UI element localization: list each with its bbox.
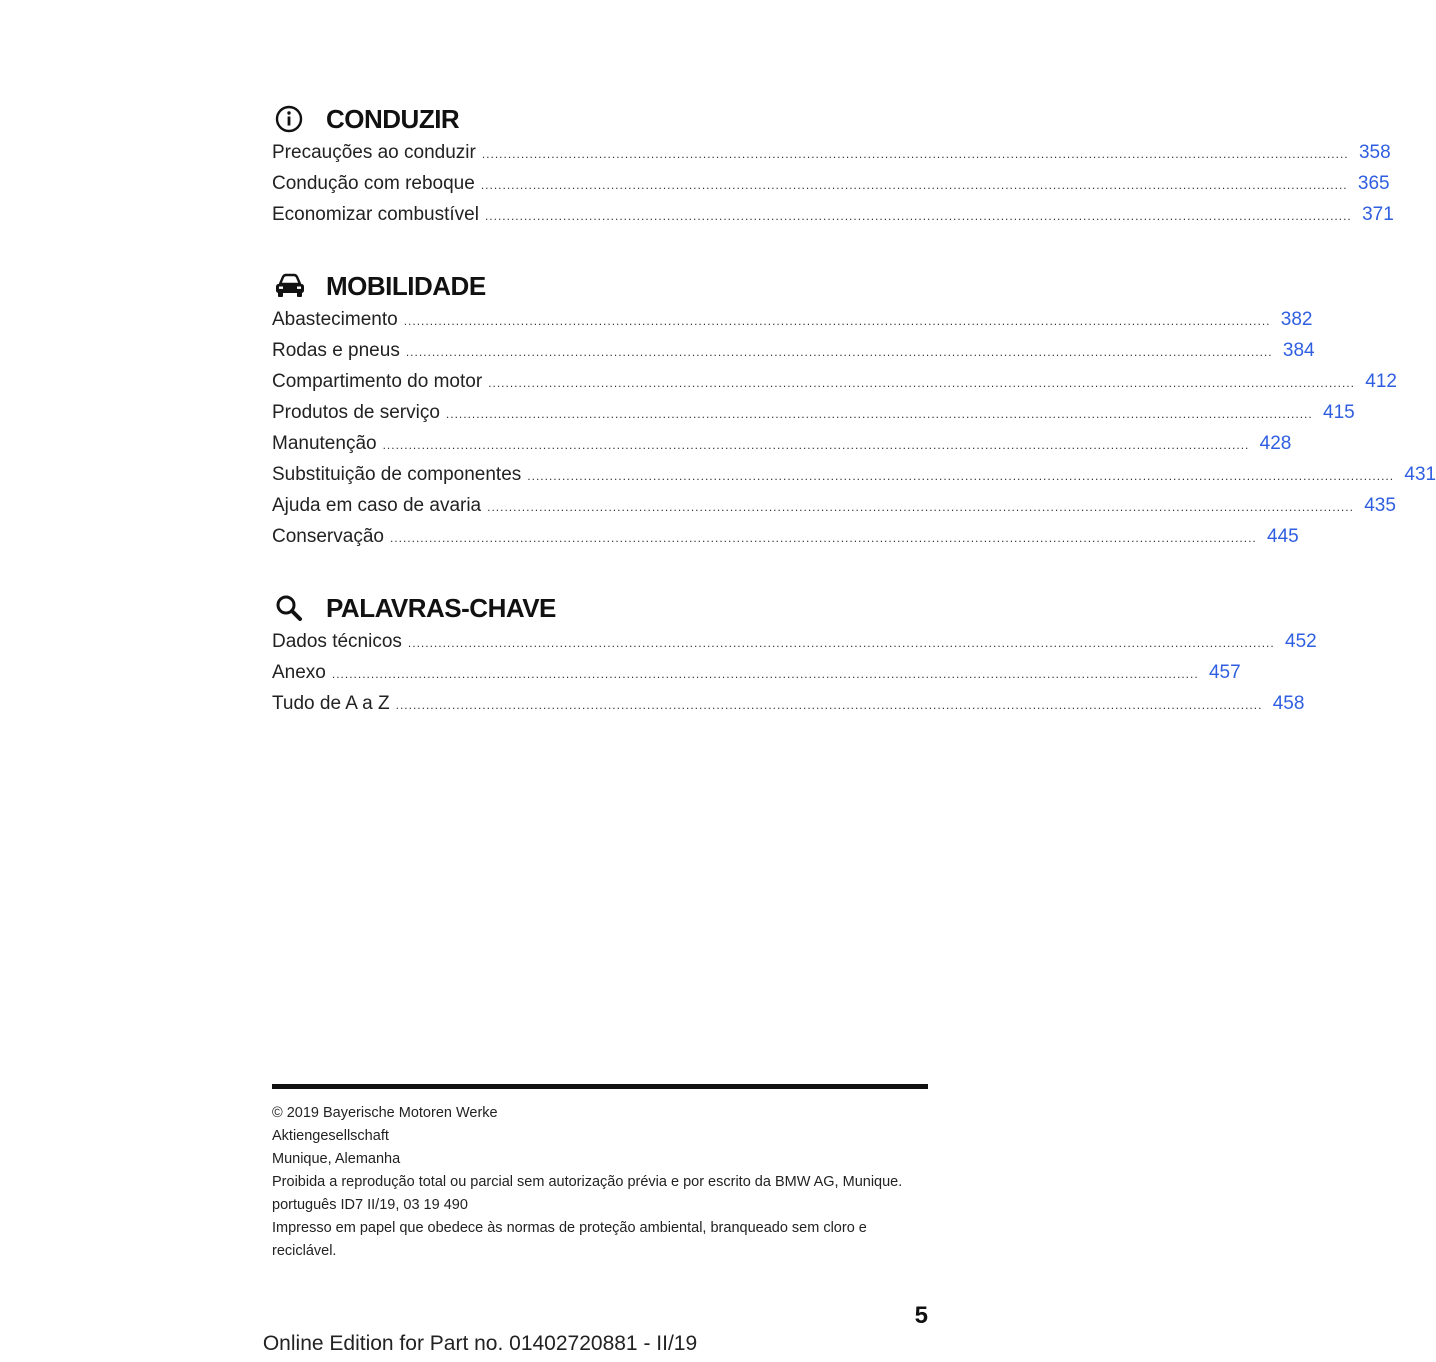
toc-entry-page[interactable]: 365 — [1357, 173, 1390, 194]
toc-entry-page[interactable]: 371 — [1362, 204, 1394, 225]
imprint-line: © 2019 Bayerische Motoren Werke — [272, 1105, 498, 1121]
toc-entry-page[interactable]: 452 — [1285, 631, 1317, 652]
imprint-line: Munique, Alemanha — [272, 1151, 401, 1167]
toc-entry[interactable] — [272, 693, 1305, 724]
section-header — [272, 585, 928, 631]
toc-entry[interactable] — [272, 402, 1355, 433]
section-header — [272, 96, 928, 142]
toc-entry-page[interactable]: 384 — [1282, 340, 1315, 361]
imprint-line: português ID7 II/19, 03 19 490 — [272, 1197, 468, 1213]
info-icon — [272, 99, 314, 139]
search-icon — [272, 588, 314, 628]
toc-entry-label[interactable]: Ajuda em caso de avaria — [272, 495, 482, 516]
toc-entry[interactable] — [272, 309, 1313, 340]
imprint-line: Aktiengesellschaft — [272, 1128, 389, 1144]
toc-entry[interactable] — [272, 204, 1394, 235]
online-edition-footer: Online Edition for Part no. 01402720881 - II/19 — [262, 1332, 698, 1355]
toc-entry-label[interactable]: Rodas e pneus — [272, 340, 400, 361]
dot-leader: ........................................................................................................................................................................................................ — [488, 376, 1355, 390]
toc-entry-page[interactable]: 415 — [1323, 402, 1355, 423]
car-icon — [272, 266, 314, 306]
toc-entry-label[interactable]: Abastecimento — [272, 309, 398, 330]
dot-leader: ........................................................................................................................................................................................................ — [389, 531, 1257, 545]
toc-entry[interactable] — [272, 631, 1317, 662]
page-number: 5 — [914, 1302, 928, 1329]
toc-entry-label[interactable]: Conservação — [272, 526, 384, 547]
dot-leader: ........................................................................................................................................................................................................ — [487, 500, 1354, 514]
toc-section-palavras-chave — [272, 585, 1317, 724]
toc-entry-page[interactable]: 445 — [1267, 526, 1299, 547]
toc-entry-page[interactable]: 382 — [1280, 309, 1313, 330]
toc-entry-label[interactable]: Produtos de serviço — [272, 402, 440, 423]
section-title: CONDUZIR — [326, 103, 460, 134]
dot-leader: ........................................................................................................................................................................................................ — [484, 209, 1352, 223]
dot-leader: ........................................................................................................................................................................................................ — [405, 345, 1273, 359]
toc-entry-page[interactable]: 358 — [1358, 142, 1391, 163]
dot-leader: ........................................................................................................................................................................................................ — [331, 667, 1199, 681]
toc-entry-page[interactable]: 435 — [1364, 495, 1396, 516]
imprint-line: Impresso em papel que obedece às normas de proteção ambiental, branqueado sem cloro e reciclável. — [272, 1220, 867, 1259]
toc-section-mobilidade — [272, 263, 1436, 557]
toc-entry-label[interactable]: Tudo de A a Z — [272, 693, 390, 714]
dot-leader: ........................................................................................................................................................................................................ — [407, 636, 1275, 650]
footer-divider — [272, 1084, 928, 1089]
toc-entry[interactable] — [272, 464, 1436, 495]
dot-leader: ........................................................................................................................................................................................................ — [480, 178, 1348, 192]
toc-entry[interactable] — [272, 526, 1299, 557]
toc-entry-label[interactable]: Anexo — [272, 662, 326, 683]
toc-entry[interactable] — [272, 495, 1396, 526]
toc-entry[interactable] — [272, 433, 1292, 464]
toc-entry-page[interactable]: 428 — [1259, 433, 1292, 454]
toc-entry[interactable] — [272, 340, 1315, 371]
section-title: PALAVRAS-CHAVE — [326, 592, 556, 623]
toc-entry[interactable] — [272, 662, 1241, 693]
dot-leader: ........................................................................................................................................................................................................ — [445, 407, 1313, 421]
toc-entry-page[interactable]: 457 — [1208, 662, 1241, 683]
section-title: MOBILIDADE — [326, 270, 486, 301]
toc-entry-label[interactable]: Substituição de componentes — [272, 464, 522, 485]
toc-entry-label[interactable]: Manutenção — [272, 433, 377, 454]
section-header — [272, 263, 928, 309]
toc-entry-label[interactable]: Economizar combustível — [272, 204, 479, 225]
dot-leader: ........................................................................................................................................................................................................ — [481, 147, 1349, 161]
imprint-line: Proibida a reprodução total ou parcial sem autorização prévia e por escrito da BMW AG, Munique. — [272, 1174, 903, 1190]
toc-entry-page[interactable]: 431 — [1404, 464, 1436, 485]
toc-entry-page[interactable]: 458 — [1272, 693, 1305, 714]
toc-entry-page[interactable]: 412 — [1365, 371, 1397, 392]
dot-leader: ........................................................................................................................................................................................................ — [527, 469, 1395, 483]
toc-entry[interactable] — [272, 173, 1390, 204]
toc-entry-label[interactable]: Dados técnicos — [272, 631, 402, 652]
toc-entry-label[interactable]: Compartimento do motor — [272, 371, 483, 392]
toc-entry[interactable] — [272, 142, 1391, 173]
dot-leader: ........................................................................................................................................................................................................ — [403, 314, 1271, 328]
table-of-contents — [272, 96, 1436, 752]
dot-leader: ........................................................................................................................................................................................................ — [382, 438, 1250, 452]
imprint-footer — [272, 1102, 928, 1263]
toc-entry-label[interactable]: Condução com reboque — [272, 173, 475, 194]
toc-entry-label[interactable]: Precauções ao conduzir — [272, 142, 476, 163]
toc-section-conduzir — [272, 96, 1394, 235]
dot-leader: ........................................................................................................................................................................................................ — [395, 698, 1263, 712]
toc-entry[interactable] — [272, 371, 1397, 402]
